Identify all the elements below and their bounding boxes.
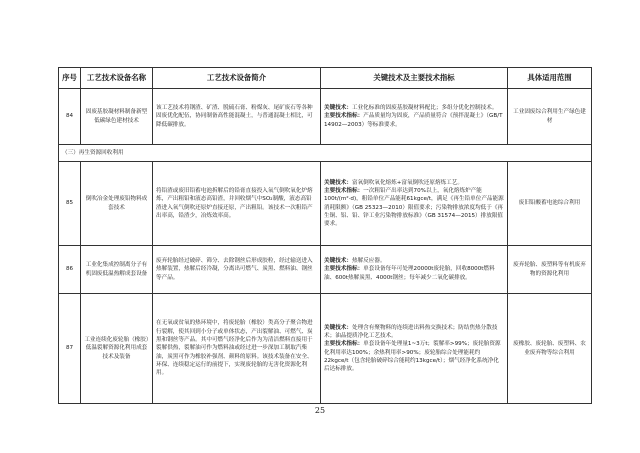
main-index-label: 主要技术指标： (324, 341, 364, 348)
row-key-technology (321, 246, 508, 294)
row-introduction: 该工艺技术将钢渣、矿渣、脱硫石膏、粉煤灰、尾矿废石等各种固废优化配伍，协同制备高性能混凝土，与普通混凝土相比，可降低碳排放。 (153, 89, 321, 145)
table-row (59, 294, 592, 404)
section-title: （三）再生资源回收利用 (59, 145, 592, 162)
technology-table (58, 67, 592, 404)
row-number: 87 (59, 294, 81, 404)
key-tech-label: 关键技术： (324, 179, 352, 186)
key-tech-text: 处理含有聚物料的连续进出料热交换技术；防结焦热分散技术；油品提质净化工艺技术。 (324, 324, 498, 339)
row-introduction: 在无氧或贫氧的热环境中，将废轮胎（橡胶）类高分子聚合物进行裂解，使其回到小分子或单体状态，产出裂解油、可燃气、炭黑和钢丝等产品。其中可燃气经净化后作为为清洁燃料直接用于裂解供热，裂解油可作为燃料油或经过进一步深加工制取汽柴油，炭黑可作为橡胶补强剂、颜料的原料。该技术装备在安全、环保、连续稳定运行的前提下，实现废轮胎的无害化资源化利用。 (153, 294, 321, 404)
row-equipment-name: 倒吹冶金处理废铅物料成套技术 (81, 162, 153, 246)
row-introduction: 将铅渣或废旧铅蓄电池拆解后的铅膏直接投入氧气倒吹氧化炉熔炼，产出粗铅和液态高铅渣，并回收烟气中SO₂制酸，液态高铅渣进入氧气倒吹还原炉直接还原，产出粗铅。该技术一次粗铅产出率高，铅渣少，冶炼效率高。 (153, 162, 321, 246)
row-equipment-name: 固废基胶凝材料制备新型低碳绿色建材技术 (81, 89, 153, 145)
row-number: 86 (59, 246, 81, 294)
row-key-technology (321, 89, 508, 145)
row-application-scope: 废橡胶、废轮胎、废塑料、农业废弃物等综合利用 (508, 294, 592, 404)
key-tech-label: 关键技术： (324, 324, 352, 331)
header-equipment-name: 工艺技术设备名称 (81, 68, 153, 89)
row-equipment-name: 工业连续化废轮胎（橡胶）低温裂解资源化利用成套技术及装备 (81, 294, 153, 404)
main-index-label: 主要技术指标： (324, 187, 364, 194)
main-index-text: 一次粗铅产出率达到70%以上，氧化熔炼炉产能100t/(m²·d)，粗铅单位产品能耗61kgce/t，满足《再生铅单位产品能源消耗限额》（GB 25323—2010）限值要求；污染物排放浓度均低于《再生铜、铝、铅、锌工业污染物排放标准》（GB 31574—2015）排放限值要求。 (324, 187, 504, 228)
table-row (59, 162, 592, 246)
header-serial-number: 序号 (59, 68, 81, 89)
row-application-scope: 废弃轮胎、废塑料等有机废弃物的资源化利用 (508, 246, 592, 294)
key-tech-text: 工业化标准的固废基胶凝材料配比；多组分优化控制技术。 (351, 105, 498, 112)
header-application-scope: 具体适用范围 (508, 68, 592, 89)
header-key-technology: 关键技术及主要技术指标 (321, 68, 508, 89)
page-number: 25 (314, 406, 326, 415)
row-introduction: 废弃轮胎经过破碎、筛分、去除钢丝后形成胶粒，经过输送进入热解装置，热解后经冷凝，分离出可燃气、炭黑、燃料油、钢丝等产品。 (153, 246, 321, 294)
main-index-label: 主要技术指标： (324, 266, 364, 273)
table-header-row (59, 68, 592, 89)
row-number: 84 (59, 89, 81, 145)
table-row (59, 89, 592, 145)
row-application-scope: 工业固废综合利用生产绿色建材 (508, 89, 592, 145)
key-tech-text: 热解反应器。 (351, 258, 386, 265)
row-application-scope: 废旧铅酸蓄电池综合利用 (508, 162, 592, 246)
header-introduction: 工艺技术设备简介 (153, 68, 321, 89)
main-index-text: 产品质量均为固废，产品质量符合《预拌混凝土》（GB/T 14902—2003）等标准要求。 (324, 113, 503, 128)
section-row (59, 145, 592, 162)
table-row (59, 246, 592, 294)
main-index-text: 单套设备每年可处理20000t废轮胎，回收8000t燃料油、600t热解炭黑、4000t钢丝；每年减少二氧化碳排放。 (324, 266, 495, 281)
row-equipment-name: 工业化集成控制离分子有机固废低温热解成套设备 (81, 246, 153, 294)
main-index-label: 主要技术指标： (324, 113, 364, 120)
key-tech-label: 关键技术： (324, 258, 352, 265)
row-number: 85 (59, 162, 81, 246)
row-key-technology (321, 162, 508, 246)
main-index-text: 单套设备年处理量1~3万t；裂解率>99%；废轮胎资源化利用率达100%；余热利用率>90%；废轮胎综合处理能耗约22kgce/t（包含轮胎破碎综合能耗约13kgce/t）；烟气经净化系统净化后达标排放。 (324, 341, 501, 373)
key-tech-label: 关键技术： (324, 105, 352, 112)
row-key-technology (321, 294, 508, 404)
key-tech-text: 富氧倒吹氧化熔炼+富氧倒吹还原熔炼工艺。 (351, 179, 463, 186)
